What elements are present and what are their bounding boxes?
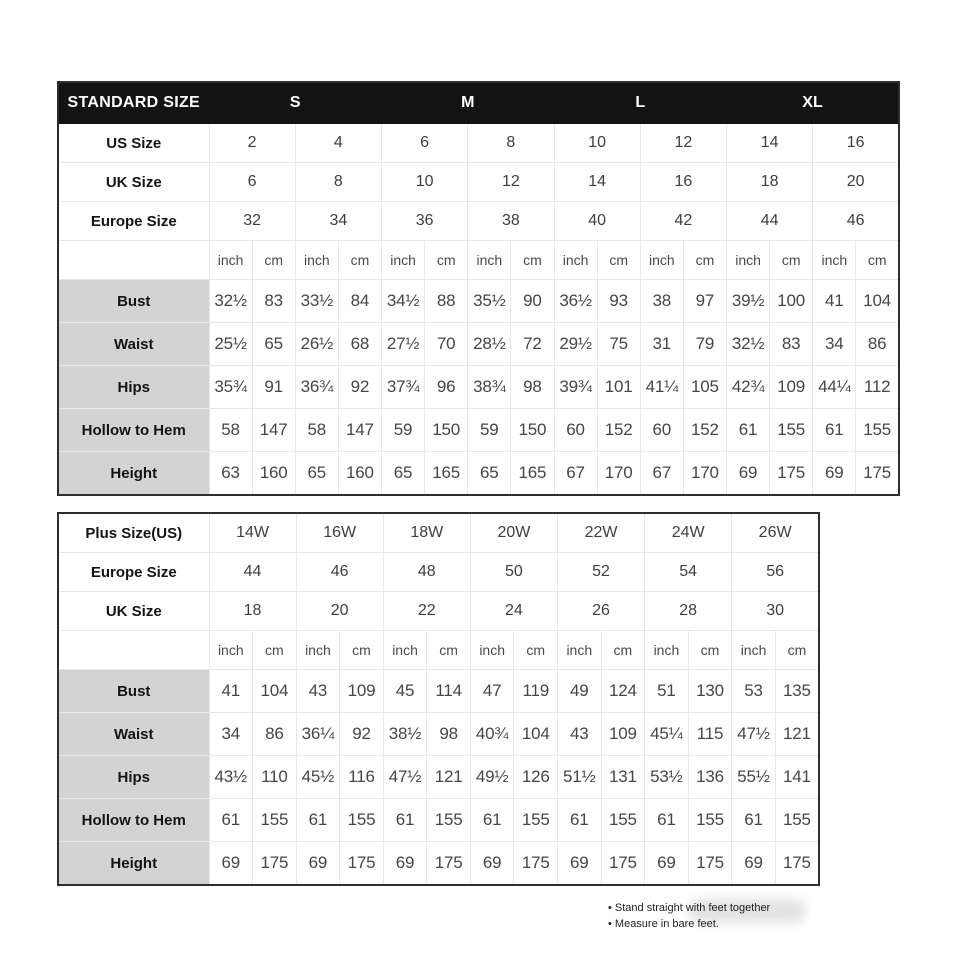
measurement-value: 126 bbox=[514, 756, 558, 799]
measurement-value: 170 bbox=[597, 452, 640, 496]
measurement-value: 38¾ bbox=[468, 366, 511, 409]
size-value: 14W bbox=[209, 513, 296, 553]
measurement-value: 41 bbox=[209, 670, 253, 713]
measurement-value: 35¾ bbox=[209, 366, 252, 409]
measurement-value: 88 bbox=[425, 280, 468, 323]
measurement-label: Height bbox=[58, 842, 209, 886]
size-group-label: L bbox=[554, 82, 727, 124]
size-row bbox=[58, 202, 899, 241]
measurement-value: 26½ bbox=[295, 323, 338, 366]
measurement-value: 61 bbox=[209, 799, 253, 842]
measurement-value: 104 bbox=[856, 280, 899, 323]
unit-label-cm: cm bbox=[253, 631, 297, 670]
measurement-row bbox=[58, 842, 819, 886]
measurement-label: Hips bbox=[58, 366, 209, 409]
measurement-value: 141 bbox=[775, 756, 819, 799]
row-label: US Size bbox=[58, 124, 209, 163]
unit-label-inch: inch bbox=[727, 241, 770, 280]
measurement-value: 130 bbox=[688, 670, 732, 713]
unit-label-inch: inch bbox=[209, 631, 253, 670]
measurement-value: 155 bbox=[688, 799, 732, 842]
size-value: 50 bbox=[470, 553, 557, 592]
unit-label-cm: cm bbox=[427, 631, 471, 670]
measurement-value: 124 bbox=[601, 670, 645, 713]
size-value: 44 bbox=[727, 202, 813, 241]
unit-label-inch: inch bbox=[558, 631, 602, 670]
measurement-value: 69 bbox=[296, 842, 340, 886]
size-value: 28 bbox=[645, 592, 732, 631]
measurement-value: 28½ bbox=[468, 323, 511, 366]
measurement-value: 104 bbox=[514, 713, 558, 756]
size-value: 46 bbox=[296, 553, 383, 592]
measurement-value: 69 bbox=[727, 452, 770, 496]
measurement-value: 104 bbox=[253, 670, 297, 713]
row-label-empty bbox=[58, 631, 209, 670]
unit-label-inch: inch bbox=[640, 241, 683, 280]
measurement-value: 32½ bbox=[209, 280, 252, 323]
size-value: 36 bbox=[382, 202, 468, 241]
unit-label-cm: cm bbox=[683, 241, 726, 280]
measurement-value: 160 bbox=[252, 452, 295, 496]
size-value: 26 bbox=[558, 592, 645, 631]
size-group-label: S bbox=[209, 82, 382, 124]
measurement-value: 33½ bbox=[295, 280, 338, 323]
measurement-value: 150 bbox=[511, 409, 554, 452]
measurement-label: Bust bbox=[58, 670, 209, 713]
measurement-value: 68 bbox=[338, 323, 381, 366]
measurement-value: 42¾ bbox=[727, 366, 770, 409]
measurement-value: 69 bbox=[558, 842, 602, 886]
measurement-value: 83 bbox=[770, 323, 813, 366]
measurement-value: 175 bbox=[601, 842, 645, 886]
measurement-label: Waist bbox=[58, 323, 209, 366]
measurement-row bbox=[58, 670, 819, 713]
measurement-value: 65 bbox=[295, 452, 338, 496]
measurement-value: 58 bbox=[295, 409, 338, 452]
measurement-row bbox=[58, 452, 899, 496]
measurement-value: 86 bbox=[856, 323, 899, 366]
measurement-value: 67 bbox=[554, 452, 597, 496]
measurement-value: 115 bbox=[688, 713, 732, 756]
measurement-value: 45¼ bbox=[645, 713, 689, 756]
size-value: 24 bbox=[470, 592, 557, 631]
measurement-value: 75 bbox=[597, 323, 640, 366]
unit-label-cm: cm bbox=[338, 241, 381, 280]
measurement-row bbox=[58, 756, 819, 799]
measurement-value: 35½ bbox=[468, 280, 511, 323]
measurement-value: 41 bbox=[813, 280, 856, 323]
measurement-value: 175 bbox=[770, 452, 813, 496]
measurement-value: 61 bbox=[470, 799, 514, 842]
unit-label-cm: cm bbox=[775, 631, 819, 670]
measurement-value: 147 bbox=[252, 409, 295, 452]
measurement-value: 165 bbox=[425, 452, 468, 496]
size-row bbox=[58, 553, 819, 592]
measurement-value: 155 bbox=[514, 799, 558, 842]
size-value: 52 bbox=[558, 553, 645, 592]
unit-label-cm: cm bbox=[601, 631, 645, 670]
measurement-label: Hollow to Hem bbox=[58, 799, 209, 842]
size-value: 42 bbox=[640, 202, 726, 241]
measurement-value: 152 bbox=[597, 409, 640, 452]
measurement-value: 47½ bbox=[383, 756, 427, 799]
measurement-value: 155 bbox=[775, 799, 819, 842]
measurement-value: 72 bbox=[511, 323, 554, 366]
measurement-value: 155 bbox=[770, 409, 813, 452]
measurement-value: 135 bbox=[775, 670, 819, 713]
size-value: 2 bbox=[209, 124, 295, 163]
measurement-label: Bust bbox=[58, 280, 209, 323]
measurement-value: 61 bbox=[383, 799, 427, 842]
size-value: 22 bbox=[383, 592, 470, 631]
measurement-value: 49 bbox=[558, 670, 602, 713]
row-label: Europe Size bbox=[58, 553, 209, 592]
measurement-value: 83 bbox=[252, 280, 295, 323]
measurement-value: 60 bbox=[554, 409, 597, 452]
unit-label-inch: inch bbox=[645, 631, 689, 670]
size-group-label: XL bbox=[727, 82, 900, 124]
measurement-value: 45 bbox=[383, 670, 427, 713]
table-header-row bbox=[58, 82, 899, 124]
measurement-value: 155 bbox=[427, 799, 471, 842]
row-label: UK Size bbox=[58, 163, 209, 202]
measurement-value: 93 bbox=[597, 280, 640, 323]
measurement-value: 61 bbox=[732, 799, 776, 842]
measurement-value: 175 bbox=[856, 452, 899, 496]
size-value: 6 bbox=[382, 124, 468, 163]
unit-label-cm: cm bbox=[340, 631, 384, 670]
measurement-value: 65 bbox=[252, 323, 295, 366]
size-value: 16 bbox=[813, 124, 899, 163]
measurement-value: 69 bbox=[645, 842, 689, 886]
measurement-notes bbox=[608, 900, 770, 932]
measurement-value: 39½ bbox=[727, 280, 770, 323]
measurement-value: 36¾ bbox=[295, 366, 338, 409]
measurement-value: 86 bbox=[253, 713, 297, 756]
measurement-value: 61 bbox=[813, 409, 856, 452]
measurement-value: 152 bbox=[683, 409, 726, 452]
unit-label-cm: cm bbox=[511, 241, 554, 280]
size-value: 6 bbox=[209, 163, 295, 202]
unit-label-inch: inch bbox=[295, 241, 338, 280]
unit-label-cm: cm bbox=[856, 241, 899, 280]
measurement-value: 39¾ bbox=[554, 366, 597, 409]
measurement-value: 98 bbox=[511, 366, 554, 409]
measurement-row bbox=[58, 799, 819, 842]
row-label: Europe Size bbox=[58, 202, 209, 241]
measurement-value: 49½ bbox=[470, 756, 514, 799]
measurement-value: 97 bbox=[683, 280, 726, 323]
measurement-value: 69 bbox=[813, 452, 856, 496]
measurement-value: 61 bbox=[296, 799, 340, 842]
measurement-value: 44¼ bbox=[813, 366, 856, 409]
size-value: 32 bbox=[209, 202, 295, 241]
measurement-value: 51½ bbox=[558, 756, 602, 799]
unit-label-inch: inch bbox=[382, 241, 425, 280]
unit-label-cm: cm bbox=[770, 241, 813, 280]
measurement-value: 51 bbox=[645, 670, 689, 713]
measurement-value: 38½ bbox=[383, 713, 427, 756]
measurement-value: 32½ bbox=[727, 323, 770, 366]
measurement-value: 92 bbox=[340, 713, 384, 756]
unit-label-cm: cm bbox=[514, 631, 558, 670]
measurement-value: 69 bbox=[383, 842, 427, 886]
measurement-value: 31 bbox=[640, 323, 683, 366]
measurement-value: 170 bbox=[683, 452, 726, 496]
unit-label-cm: cm bbox=[252, 241, 295, 280]
measurement-value: 47½ bbox=[732, 713, 776, 756]
measurement-value: 109 bbox=[601, 713, 645, 756]
measurement-value: 36¼ bbox=[296, 713, 340, 756]
measurement-value: 41¼ bbox=[640, 366, 683, 409]
measurement-value: 100 bbox=[770, 280, 813, 323]
measurement-value: 67 bbox=[640, 452, 683, 496]
size-value: 54 bbox=[645, 553, 732, 592]
size-value: 30 bbox=[732, 592, 819, 631]
size-value: 24W bbox=[645, 513, 732, 553]
measurement-value: 43 bbox=[296, 670, 340, 713]
units-row bbox=[58, 241, 899, 280]
measurement-value: 147 bbox=[338, 409, 381, 452]
unit-label-cm: cm bbox=[597, 241, 640, 280]
size-value: 10 bbox=[554, 124, 640, 163]
units-row bbox=[58, 631, 819, 670]
row-label: UK Size bbox=[58, 592, 209, 631]
measurement-value: 109 bbox=[340, 670, 384, 713]
measurement-label: Hollow to Hem bbox=[58, 409, 209, 452]
size-value: 46 bbox=[813, 202, 899, 241]
measurement-value: 45½ bbox=[296, 756, 340, 799]
size-value: 26W bbox=[732, 513, 819, 553]
measurement-value: 101 bbox=[597, 366, 640, 409]
measurement-row bbox=[58, 323, 899, 366]
measurement-value: 160 bbox=[338, 452, 381, 496]
unit-label-inch: inch bbox=[554, 241, 597, 280]
plus-size-table bbox=[57, 512, 820, 886]
row-label: Plus Size(US) bbox=[58, 513, 209, 553]
measurement-value: 155 bbox=[340, 799, 384, 842]
measurement-value: 58 bbox=[209, 409, 252, 452]
measurement-value: 175 bbox=[688, 842, 732, 886]
measurement-value: 70 bbox=[425, 323, 468, 366]
measurement-value: 155 bbox=[601, 799, 645, 842]
measurement-value: 175 bbox=[340, 842, 384, 886]
measurement-value: 38 bbox=[640, 280, 683, 323]
measurement-value: 175 bbox=[514, 842, 558, 886]
size-value: 44 bbox=[209, 553, 296, 592]
size-row bbox=[58, 124, 899, 163]
measurement-value: 69 bbox=[470, 842, 514, 886]
measurement-value: 25½ bbox=[209, 323, 252, 366]
measurement-value: 43½ bbox=[209, 756, 253, 799]
measurement-value: 136 bbox=[688, 756, 732, 799]
measurement-value: 53 bbox=[732, 670, 776, 713]
measurement-value: 34½ bbox=[382, 280, 425, 323]
unit-label-inch: inch bbox=[813, 241, 856, 280]
measurement-value: 84 bbox=[338, 280, 381, 323]
unit-label-inch: inch bbox=[470, 631, 514, 670]
measurement-value: 65 bbox=[468, 452, 511, 496]
size-value: 40 bbox=[554, 202, 640, 241]
table-title: STANDARD SIZE bbox=[58, 82, 209, 124]
size-value: 34 bbox=[295, 202, 381, 241]
measurement-value: 90 bbox=[511, 280, 554, 323]
size-value: 12 bbox=[468, 163, 554, 202]
unit-label-inch: inch bbox=[209, 241, 252, 280]
size-value: 16 bbox=[640, 163, 726, 202]
measurement-row bbox=[58, 713, 819, 756]
size-value: 4 bbox=[295, 124, 381, 163]
measurement-label: Waist bbox=[58, 713, 209, 756]
measurement-value: 110 bbox=[253, 756, 297, 799]
measurement-value: 61 bbox=[645, 799, 689, 842]
measurement-value: 92 bbox=[338, 366, 381, 409]
measurement-value: 36½ bbox=[554, 280, 597, 323]
size-value: 10 bbox=[382, 163, 468, 202]
measurement-value: 175 bbox=[253, 842, 297, 886]
row-label-empty bbox=[58, 241, 209, 280]
measurement-value: 29½ bbox=[554, 323, 597, 366]
measurement-value: 37¾ bbox=[382, 366, 425, 409]
measurement-value: 40¾ bbox=[470, 713, 514, 756]
measurement-value: 119 bbox=[514, 670, 558, 713]
unit-label-cm: cm bbox=[688, 631, 732, 670]
measurement-value: 34 bbox=[209, 713, 253, 756]
measurement-value: 150 bbox=[425, 409, 468, 452]
size-row bbox=[58, 592, 819, 631]
measurement-value: 175 bbox=[775, 842, 819, 886]
unit-label-cm: cm bbox=[425, 241, 468, 280]
measurement-row bbox=[58, 409, 899, 452]
measurement-label: Hips bbox=[58, 756, 209, 799]
measurement-label: Height bbox=[58, 452, 209, 496]
measurement-value: 112 bbox=[856, 366, 899, 409]
size-value: 14 bbox=[554, 163, 640, 202]
measurement-value: 105 bbox=[683, 366, 726, 409]
measurement-value: 116 bbox=[340, 756, 384, 799]
measurement-value: 59 bbox=[382, 409, 425, 452]
measurement-value: 109 bbox=[770, 366, 813, 409]
note-stand-straight: • Stand straight with feet together bbox=[608, 902, 771, 914]
measurement-value: 34 bbox=[813, 323, 856, 366]
measurement-value: 69 bbox=[209, 842, 253, 886]
size-value: 14 bbox=[727, 124, 813, 163]
unit-label-inch: inch bbox=[296, 631, 340, 670]
size-value: 48 bbox=[383, 553, 470, 592]
measurement-value: 60 bbox=[640, 409, 683, 452]
measurement-value: 61 bbox=[558, 799, 602, 842]
measurement-value: 55½ bbox=[732, 756, 776, 799]
measurement-row bbox=[58, 280, 899, 323]
size-value: 20W bbox=[470, 513, 557, 553]
size-value: 20 bbox=[813, 163, 899, 202]
measurement-value: 114 bbox=[427, 670, 471, 713]
size-row bbox=[58, 163, 899, 202]
measurement-row bbox=[58, 366, 899, 409]
size-value: 18W bbox=[383, 513, 470, 553]
size-value: 56 bbox=[732, 553, 819, 592]
measurement-value: 165 bbox=[511, 452, 554, 496]
measurement-value: 121 bbox=[775, 713, 819, 756]
measurement-value: 43 bbox=[558, 713, 602, 756]
measurement-value: 47 bbox=[470, 670, 514, 713]
size-value: 8 bbox=[468, 124, 554, 163]
size-value: 12 bbox=[640, 124, 726, 163]
measurement-value: 27½ bbox=[382, 323, 425, 366]
size-group-label: M bbox=[382, 82, 555, 124]
measurement-value: 131 bbox=[601, 756, 645, 799]
measurement-value: 98 bbox=[427, 713, 471, 756]
size-row bbox=[58, 513, 819, 553]
measurement-value: 91 bbox=[252, 366, 295, 409]
unit-label-inch: inch bbox=[732, 631, 776, 670]
size-value: 22W bbox=[558, 513, 645, 553]
size-value: 18 bbox=[727, 163, 813, 202]
measurement-value: 53½ bbox=[645, 756, 689, 799]
measurement-value: 121 bbox=[427, 756, 471, 799]
size-value: 8 bbox=[295, 163, 381, 202]
measurement-value: 175 bbox=[427, 842, 471, 886]
measurement-value: 61 bbox=[727, 409, 770, 452]
measurement-value: 69 bbox=[732, 842, 776, 886]
measurement-value: 59 bbox=[468, 409, 511, 452]
unit-label-inch: inch bbox=[468, 241, 511, 280]
size-value: 38 bbox=[468, 202, 554, 241]
note-bare-feet: • Measure in bare feet. bbox=[608, 918, 719, 930]
size-value: 16W bbox=[296, 513, 383, 553]
unit-label-inch: inch bbox=[383, 631, 427, 670]
measurement-value: 155 bbox=[856, 409, 899, 452]
measurement-value: 65 bbox=[382, 452, 425, 496]
standard-size-table bbox=[57, 81, 900, 496]
measurement-value: 96 bbox=[425, 366, 468, 409]
measurement-value: 63 bbox=[209, 452, 252, 496]
measurement-value: 155 bbox=[253, 799, 297, 842]
measurement-value: 79 bbox=[683, 323, 726, 366]
size-value: 20 bbox=[296, 592, 383, 631]
size-value: 18 bbox=[209, 592, 296, 631]
